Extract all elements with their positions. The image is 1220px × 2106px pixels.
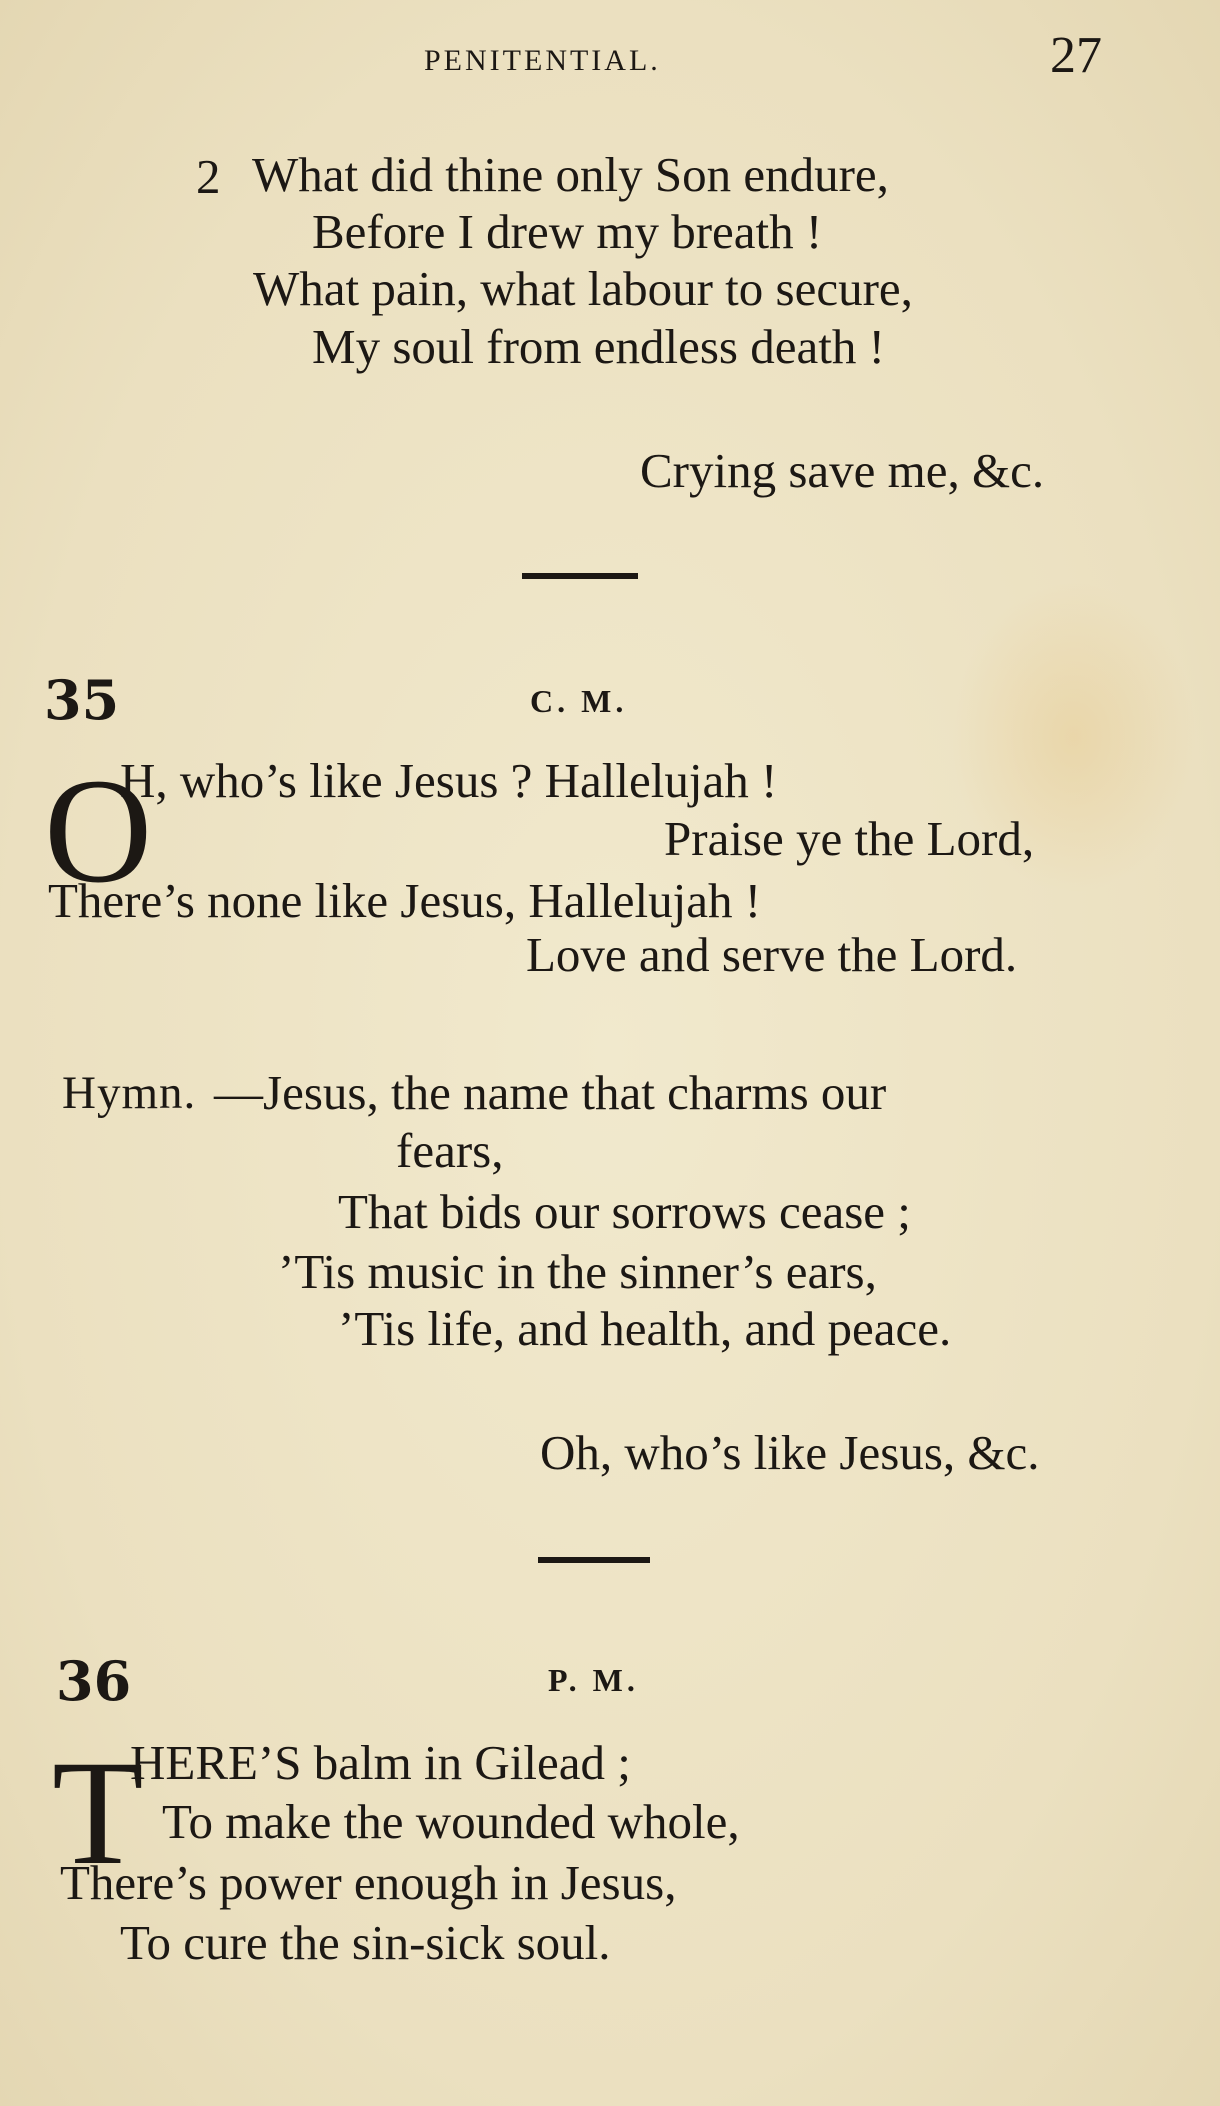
verse-line: ’Tis life, and health, and peace. <box>338 1301 952 1356</box>
verse-line: What pain, what labour to secure, <box>253 261 913 316</box>
verse-line: To make the wounded whole, <box>162 1794 740 1849</box>
verse-line: That bids our sorrows cease ; <box>338 1184 911 1239</box>
verse-line: H, who’s like Jesus ? Hallelujah ! <box>120 753 778 808</box>
section-divider <box>522 573 638 579</box>
verse-line: ’Tis music in the sinner’s ears, <box>278 1244 877 1299</box>
verse-line: Praise ye the Lord, <box>664 811 1035 866</box>
verse-line: —Jesus, the name that charms our <box>214 1065 887 1120</box>
verse-line: Love and serve the Lord. <box>526 927 1018 982</box>
section-divider <box>538 1557 650 1563</box>
refrain-line: Crying save me, &c. <box>640 443 1045 498</box>
verse-line: What did thine only Son endure, <box>252 147 889 202</box>
meter-label: P. M. <box>548 1662 639 1698</box>
hymn-number: 35 <box>44 668 120 732</box>
page-number: 27 <box>1050 27 1102 84</box>
verse-line: Before I drew my breath ! <box>312 204 823 259</box>
meter-label: C. M. <box>530 683 628 719</box>
verse-line: There’s power enough in Jesus, <box>60 1855 677 1910</box>
hymn-label: Hymn. <box>62 1067 197 1119</box>
refrain-line: Oh, who’s like Jesus, &c. <box>540 1425 1040 1480</box>
hymn-number: 36 <box>56 1649 132 1713</box>
verse-line: There’s none like Jesus, Hallelujah ! <box>48 873 762 928</box>
verse-line: To cure the sin-sick soul. <box>120 1915 611 1970</box>
drop-cap: T <box>52 1730 144 1896</box>
verse-number: 2 <box>196 149 221 204</box>
drop-cap: O <box>44 748 153 914</box>
verse-line: My soul from endless death ! <box>312 319 885 374</box>
running-head: PENITENTIAL. <box>424 44 661 77</box>
verse-line: fears, <box>396 1123 504 1178</box>
verse-line: HERE’S balm in Gilead ; <box>130 1735 631 1790</box>
